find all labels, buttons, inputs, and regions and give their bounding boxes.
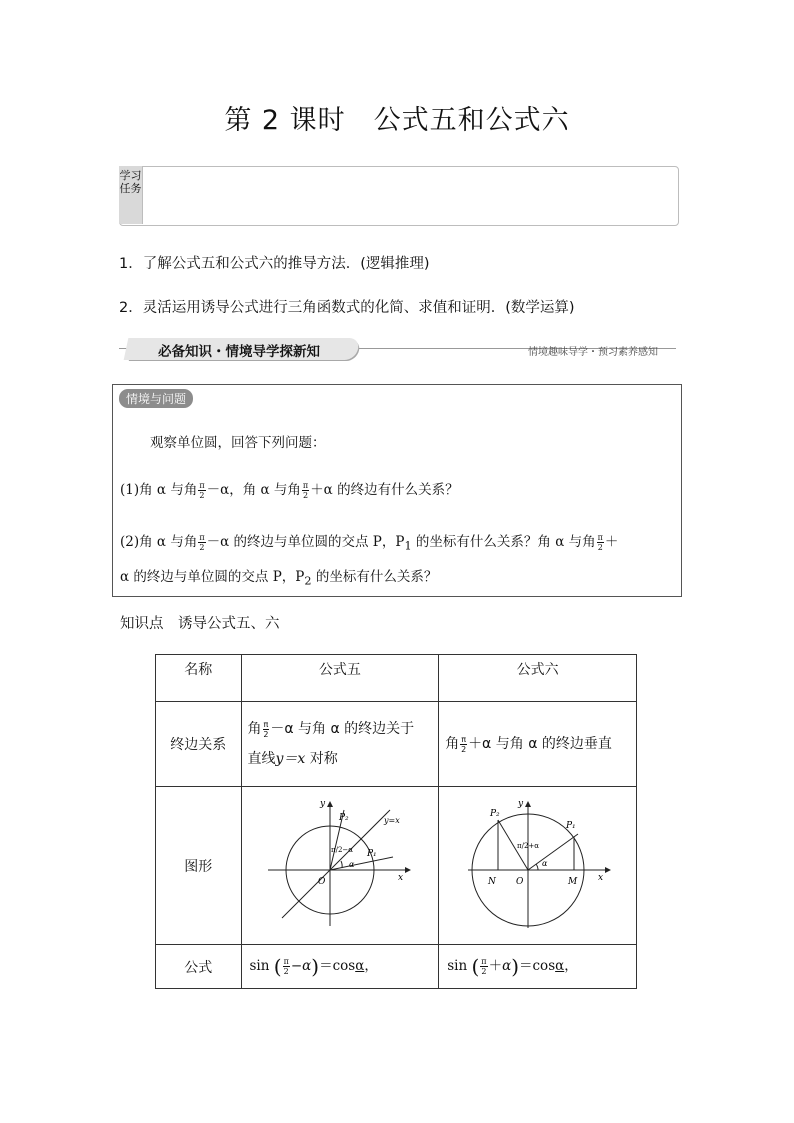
question-2-line2: α 的终边与单位圆的交点 P，$P_2$ 的坐标有什么关系？ [120, 569, 438, 588]
page-title: 第 2 课时 公式五和公式六 [224, 105, 570, 136]
question-2-line1: (2)角 α 与角 $\frac{\pi}{2}$ －α 的终边与单位圆的交点 P，$P_1$ 的坐标有什么关系？角 α 与角 $\frac{\pi}{2}$ ＋ [120, 533, 619, 553]
label-p2: P₂ [338, 812, 349, 823]
relation-label: 终边关系 [156, 702, 242, 787]
label-m: M [567, 876, 577, 887]
formula6: sin ( $\frac{\pi}{2}$ ＋α)＝cosα， [439, 945, 637, 989]
question-1: (1)角 α 与角 $\frac{\pi}{2}$ －α，角 α 与角 $\frac{\pi}{2}$ ＋α 的终边有什么关系？ [120, 481, 459, 500]
terminal-side-alpha [330, 857, 393, 870]
label-p1: P₁ [565, 820, 576, 831]
label-y: y [517, 798, 523, 809]
label-y: y [319, 798, 325, 809]
goal-2: 2．灵活运用诱导公式进行三角函数式的化简、求值和证明．(数学运算) [119, 300, 575, 316]
label-angle: π/2−α [330, 845, 353, 854]
figure-formula5 [241, 787, 439, 945]
header-formula5: 公式五 [241, 655, 439, 702]
table-header-row [156, 655, 637, 702]
relation-formula5: 角 $\frac{\pi}{2}$ －α 与角 α 的终边关于 直线y＝x 对称 [241, 702, 439, 787]
header-formula6: 公式六 [439, 655, 637, 702]
banner-title: 必备知识・情境导学探新知 [158, 344, 320, 360]
formula-table [155, 654, 637, 989]
table-row-relation [156, 702, 637, 787]
label-alpha: α [348, 859, 355, 869]
goal-1: 1．了解公式五和公式六的推导方法．(逻辑推理) [119, 256, 430, 272]
arc-alpha [341, 861, 342, 868]
knowledge-point-heading: 知识点 诱导公式五、六 [120, 616, 280, 632]
figure-label: 图形 [156, 787, 242, 945]
label-n: N [487, 876, 496, 887]
formula-label: 公式 [156, 945, 242, 989]
header-name: 名称 [156, 655, 242, 702]
unit-circle-figure-5 [260, 796, 420, 936]
banner-subtitle: 情境趣味导学・预习素养感知 [528, 347, 658, 358]
scene-intro: 观察单位圆，回答下列问题： [150, 435, 326, 451]
formula5: sin ( $\frac{\pi}{2}$ −α)＝cosα， [241, 945, 439, 989]
arc-alpha [536, 864, 538, 870]
figure-formula6 [439, 787, 637, 945]
label-p2: P₂ [489, 808, 500, 819]
label-x: x [397, 872, 403, 883]
label-angle: π/2+α [516, 841, 539, 850]
table-row-figure [156, 787, 637, 945]
table-row-formula [156, 945, 637, 989]
label-alpha: α [541, 858, 548, 868]
scene-tag: 情境与问题 [119, 389, 193, 408]
label-origin: O [317, 876, 326, 887]
label-x: x [597, 872, 603, 883]
learning-task-box [119, 166, 679, 226]
terminal-side-alpha [528, 834, 578, 870]
relation-formula6: 角 $\frac{\pi}{2}$ ＋α 与角 α 的终边垂直 [439, 702, 637, 787]
label-p1: P₁ [366, 848, 377, 859]
label-line: y=x [383, 815, 400, 825]
label-origin: O [515, 876, 523, 887]
unit-circle-figure-6 [458, 796, 618, 936]
learning-task-label: 学习任务 [119, 166, 143, 224]
